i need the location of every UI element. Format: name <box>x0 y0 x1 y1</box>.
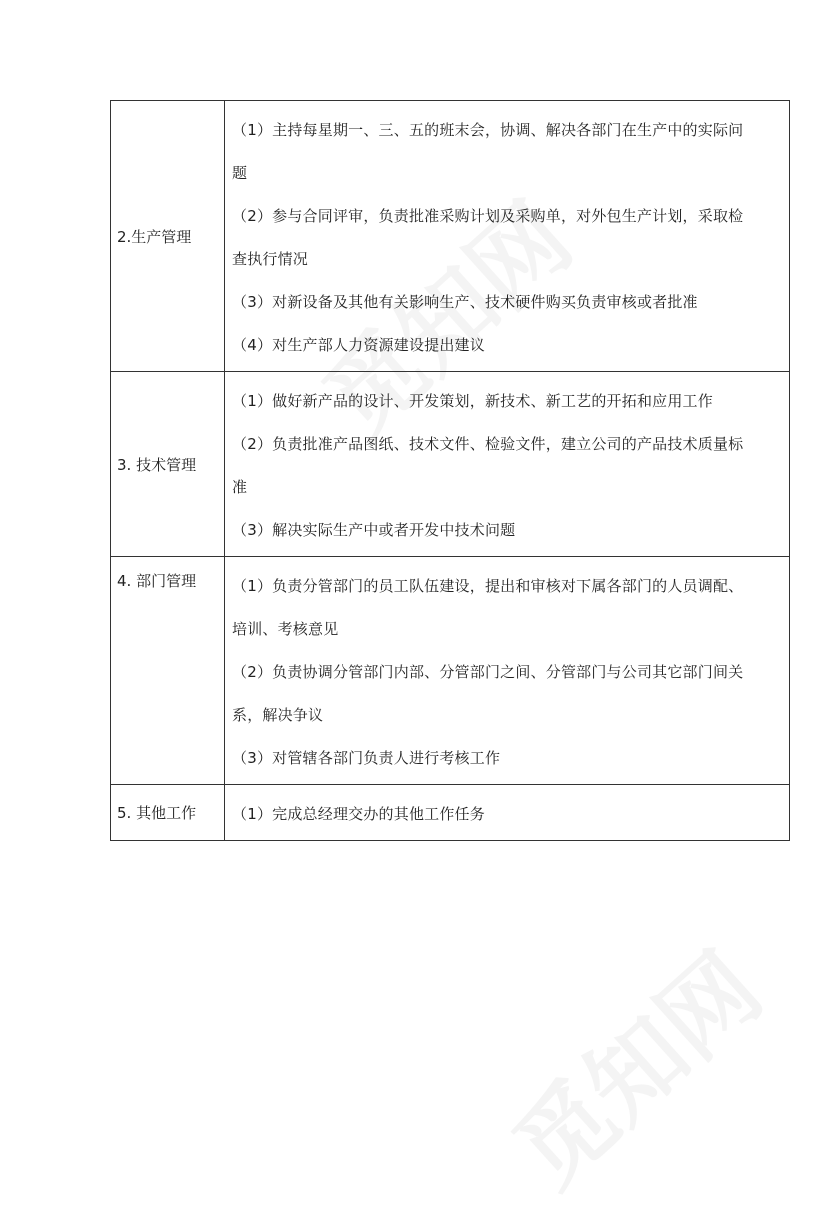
duty-line: （4）对生产部人力资源建设提出建议 <box>232 336 485 354</box>
duty-line: （2）负责批准产品图纸、技术文件、检验文件，建立公司的产品技术质量标 <box>232 435 744 453</box>
duty-line: 系，解决争议 <box>232 706 324 724</box>
watermark <box>480 917 786 1212</box>
category-cell: 2.生产管理 <box>111 101 225 372</box>
duty-line: （2）负责协调分管部门内部、分管部门之间、分管部门与公司其它部门间关 <box>232 663 744 681</box>
duty-line: （3）对新设备及其他有关影响生产、技术硬件购买负责审核或者批准 <box>232 293 698 311</box>
table-row <box>111 785 790 841</box>
duty-line: 题 <box>232 164 248 182</box>
category-cell: 5. 其他工作 <box>111 785 225 841</box>
table-row <box>111 101 790 372</box>
duty-line: 准 <box>232 478 248 496</box>
duty-line: （1）做好新产品的设计、开发策划，新技术、新工艺的开拓和应用工作 <box>232 392 713 410</box>
duty-line: （3）对管辖各部门负责人进行考核工作 <box>232 749 501 767</box>
duty-items-cell <box>225 557 790 785</box>
duty-items-cell <box>225 785 790 841</box>
duty-items-cell <box>225 101 790 372</box>
duty-line: （1）主持每星期一、三、五的班末会，协调、解决各部门在生产中的实际问 <box>232 121 744 139</box>
duty-items-cell <box>225 372 790 557</box>
duty-line: 查执行情况 <box>232 250 309 268</box>
table-row <box>111 372 790 557</box>
duty-line: （2）参与合同评审，负责批准采购计划及采购单，对外包生产计划，采取检 <box>232 207 744 225</box>
duty-line: （1）完成总经理交办的其他工作任务 <box>232 805 485 823</box>
duty-line: 培训、考核意见 <box>232 620 339 638</box>
duty-line: （3）解决实际生产中或者开发中技术问题 <box>232 521 516 539</box>
table-row <box>111 557 790 785</box>
category-cell: 3. 技术管理 <box>111 372 225 557</box>
category-cell: 4. 部门管理 <box>111 557 225 785</box>
duty-line: （1）负责分管部门的员工队伍建设，提出和审核对下属各部门的人员调配、 <box>232 577 744 595</box>
responsibility-table <box>110 100 790 841</box>
